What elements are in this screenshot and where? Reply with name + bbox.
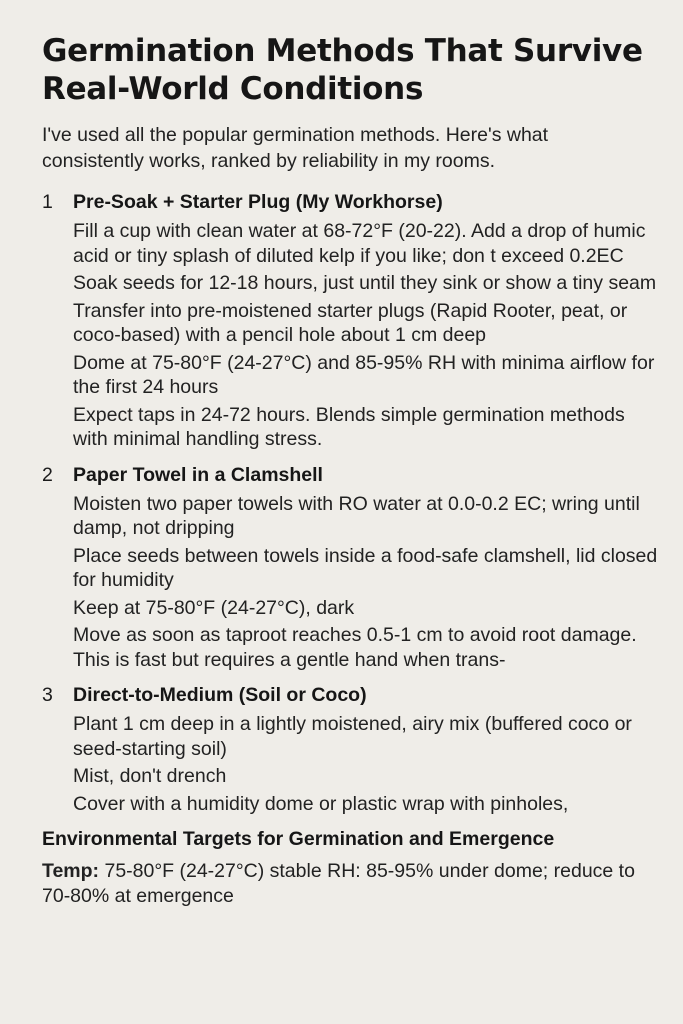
method-item: [42, 681, 661, 816]
method-step: Move as soon as taproot reaches 0.5-1 cm to avoid root damage. This is fast but requires a gentle hand when trans-: [73, 624, 637, 671]
method-steps: [42, 219, 661, 452]
page-title: Germination Methods That Survive Real-World Conditions: [42, 33, 643, 107]
method-title: Pre-Soak + Starter Plug (My Workhorse): [73, 191, 443, 213]
method-step: Cover with a humidity dome or plastic wrap with pinholes,: [73, 792, 569, 815]
environment-section: [42, 825, 661, 909]
environment-heading: Environmental Targets for Germination and Emergence: [42, 828, 555, 850]
method-heading: [42, 461, 661, 489]
method-step: Place seeds between towels inside a food-safe clamshell, lid closed for humidity: [73, 544, 658, 591]
method-steps: [42, 712, 661, 816]
method-number: 3: [42, 684, 53, 706]
temp-value: 75-80°F (24-27°C) stable: [104, 860, 322, 882]
intro-paragraph: I've used all the popular germination methods. Here's what consistently works, ranked by reliability in my rooms.: [42, 124, 549, 172]
method-step: Mist, don't drench: [73, 765, 227, 787]
rh-text: RH: 85-95% under dome; reduce to 70-80% at emergence: [42, 860, 635, 907]
method-step: Dome at 75-80°F (24-27°C) and 85-95% RH with minima airflow for the first 24 hours: [73, 351, 655, 398]
method-item: [42, 461, 661, 673]
method-step: Expect taps in 24-72 hours. Blends simple germination methods with minimal handling stress.: [73, 403, 625, 450]
methods-list: [42, 188, 661, 816]
method-number: 2: [42, 463, 53, 486]
method-steps: [42, 492, 661, 673]
method-step: Plant 1 cm deep in a lightly moistened, airy mix (buffered coco or seed-starting soil): [73, 713, 632, 760]
method-item: [42, 188, 661, 452]
method-step: Transfer into pre-moistened starter plugs (Rapid Rooter, peat, or coco-based) with a pencil hole about 1 cm deep: [73, 299, 628, 346]
method-title: Paper Towel in a Clamshell: [73, 463, 323, 486]
method-step: Soak seeds for 12-18 hours, just until they sink or show a tiny seam: [73, 272, 657, 294]
method-heading: [42, 681, 661, 709]
method-heading: [42, 188, 661, 216]
temp-label: Temp:: [42, 860, 100, 882]
method-title: Direct-to-Medium (Soil or Coco): [73, 684, 367, 706]
method-step: Keep at 75-80°F (24-27°C), dark: [73, 596, 355, 619]
environment-targets: [42, 859, 661, 909]
method-step: Fill a cup with clean water at 68-72°F (20-22). Add a drop of humic acid or tiny splash of diluted kelp if you like; don t exceed 0.2EC: [73, 220, 646, 267]
method-step: Moisten two paper towels with RO water at 0.0-0.2 EC; wring until damp, not dripping: [73, 492, 640, 539]
method-number: 1: [42, 191, 53, 213]
